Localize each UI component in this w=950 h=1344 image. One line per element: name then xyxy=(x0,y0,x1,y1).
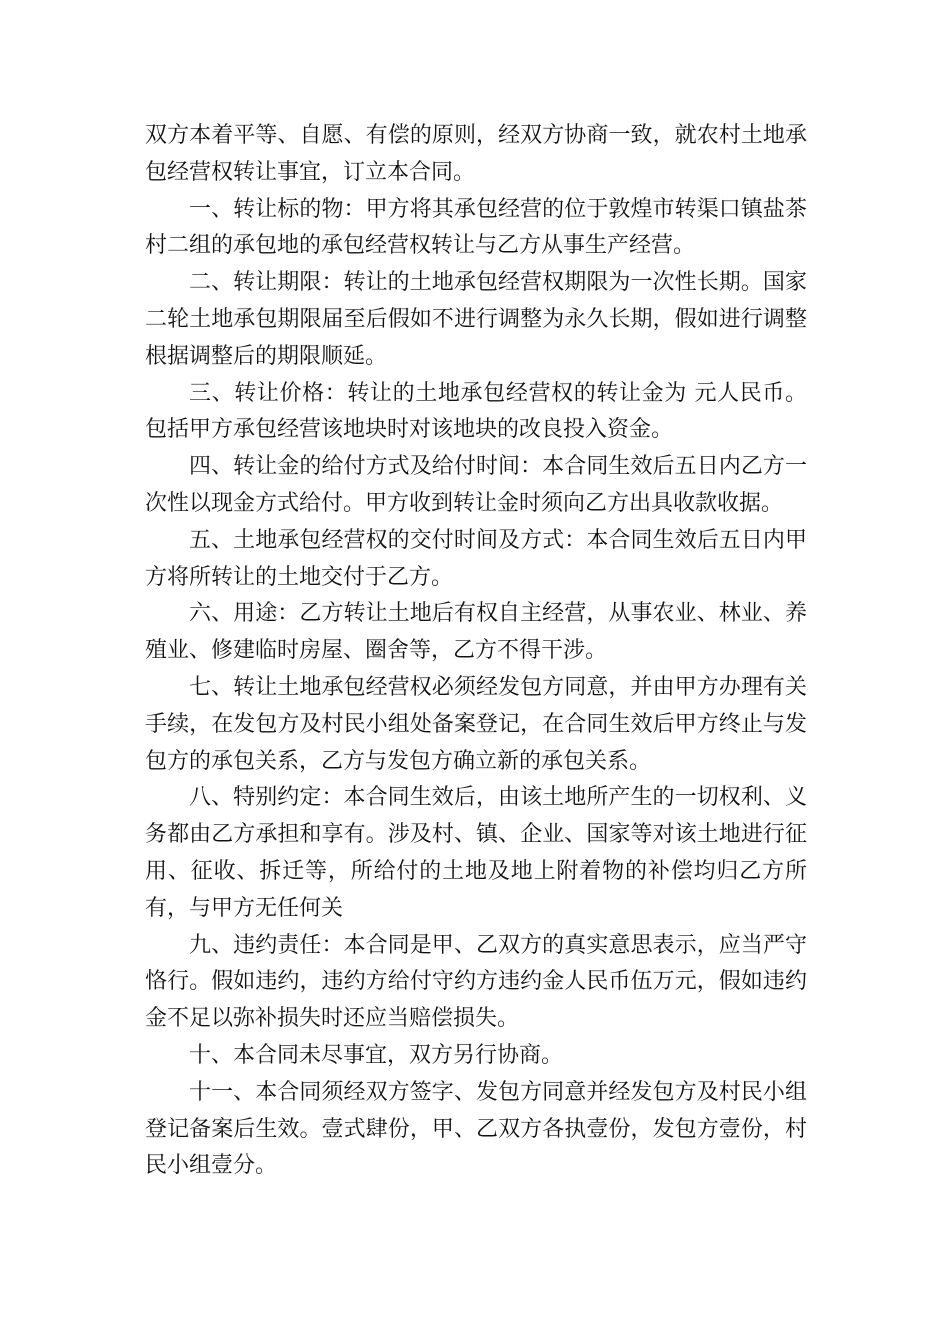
paragraph-clause-10: 十、本合同未尽事宜，双方另行协商。 xyxy=(189,1042,564,1068)
paragraph-clause-5: 五、土地承包经营权的交付时间及方式：本合同生效后五日内甲方将所转让的土地交付于乙方。 xyxy=(145,527,807,590)
paragraph-clause-11: 十一、本合同须经双方签字、发包方同意并经发包方及村民小组登记备案后生效。壹式肆份，甲、乙双方各执壹份，发包方壹份，村民小组壹分。 xyxy=(145,1079,807,1179)
paragraph-clause-8: 八、特别约定：本合同生效后，由该土地所产生的一切权利、义务都由乙方承担和享有。涉及村、镇、企业、国家等对该土地进行征用、征收、拆迁等，所给付的土地及地上附着物的补偿均归乙方所有，与甲方无任何关 xyxy=(145,785,807,921)
paragraph-clause-6: 六、用途：乙方转让土地后有权自主经营，从事农业、林业、养殖业、修建临时房屋、圈舍等，乙方不得干涉。 xyxy=(145,601,807,664)
paragraph-clause-7: 七、转让土地承包经营权必须经发包方同意，并由甲方办理有关手续，在发包方及村民小组处备案登记，在合同生效后甲方终止与发包方的承包关系，乙方与发包方确立新的承包关系。 xyxy=(145,674,807,774)
contract-body xyxy=(145,118,807,1185)
paragraph-clause-9: 九、违约责任：本合同是甲、乙双方的真实意思表示，应当严守恪行。假如违约，违约方给付守约方违约金人民币伍万元，假如违约金不足以弥补损失时还应当赔偿损失。 xyxy=(145,932,807,1032)
paragraph-preamble: 双方本着平等、自愿、有偿的原则，经双方协商一致，就农村土地承包经营权转让事宜，订立本合同。 xyxy=(145,123,807,185)
paragraph-clause-4: 四、转让金的给付方式及给付时间：本合同生效后五日内乙方一次性以现金方式给付。甲方收到转让金时须向乙方出具收款收据。 xyxy=(145,454,807,516)
paragraph-clause-1: 一、转让标的物：甲方将其承包经营的位于敦煌市转渠口镇盐茶村二组的承包地的承包经营权转让与乙方从事生产经营。 xyxy=(145,196,807,259)
paragraph-clause-3: 三、转让价格：转让的土地承包经营权的转让金为 元人民币。包括甲方承包经营该地块时对该地块的改良投入资金。 xyxy=(145,380,807,443)
paragraph-clause-2: 二、转让期限：转让的土地承包经营权期限为一次性长期。国家二轮土地承包期限届至后假如不进行调整为永久长期，假如进行调整根据调整后的期限顺延。 xyxy=(145,270,807,369)
